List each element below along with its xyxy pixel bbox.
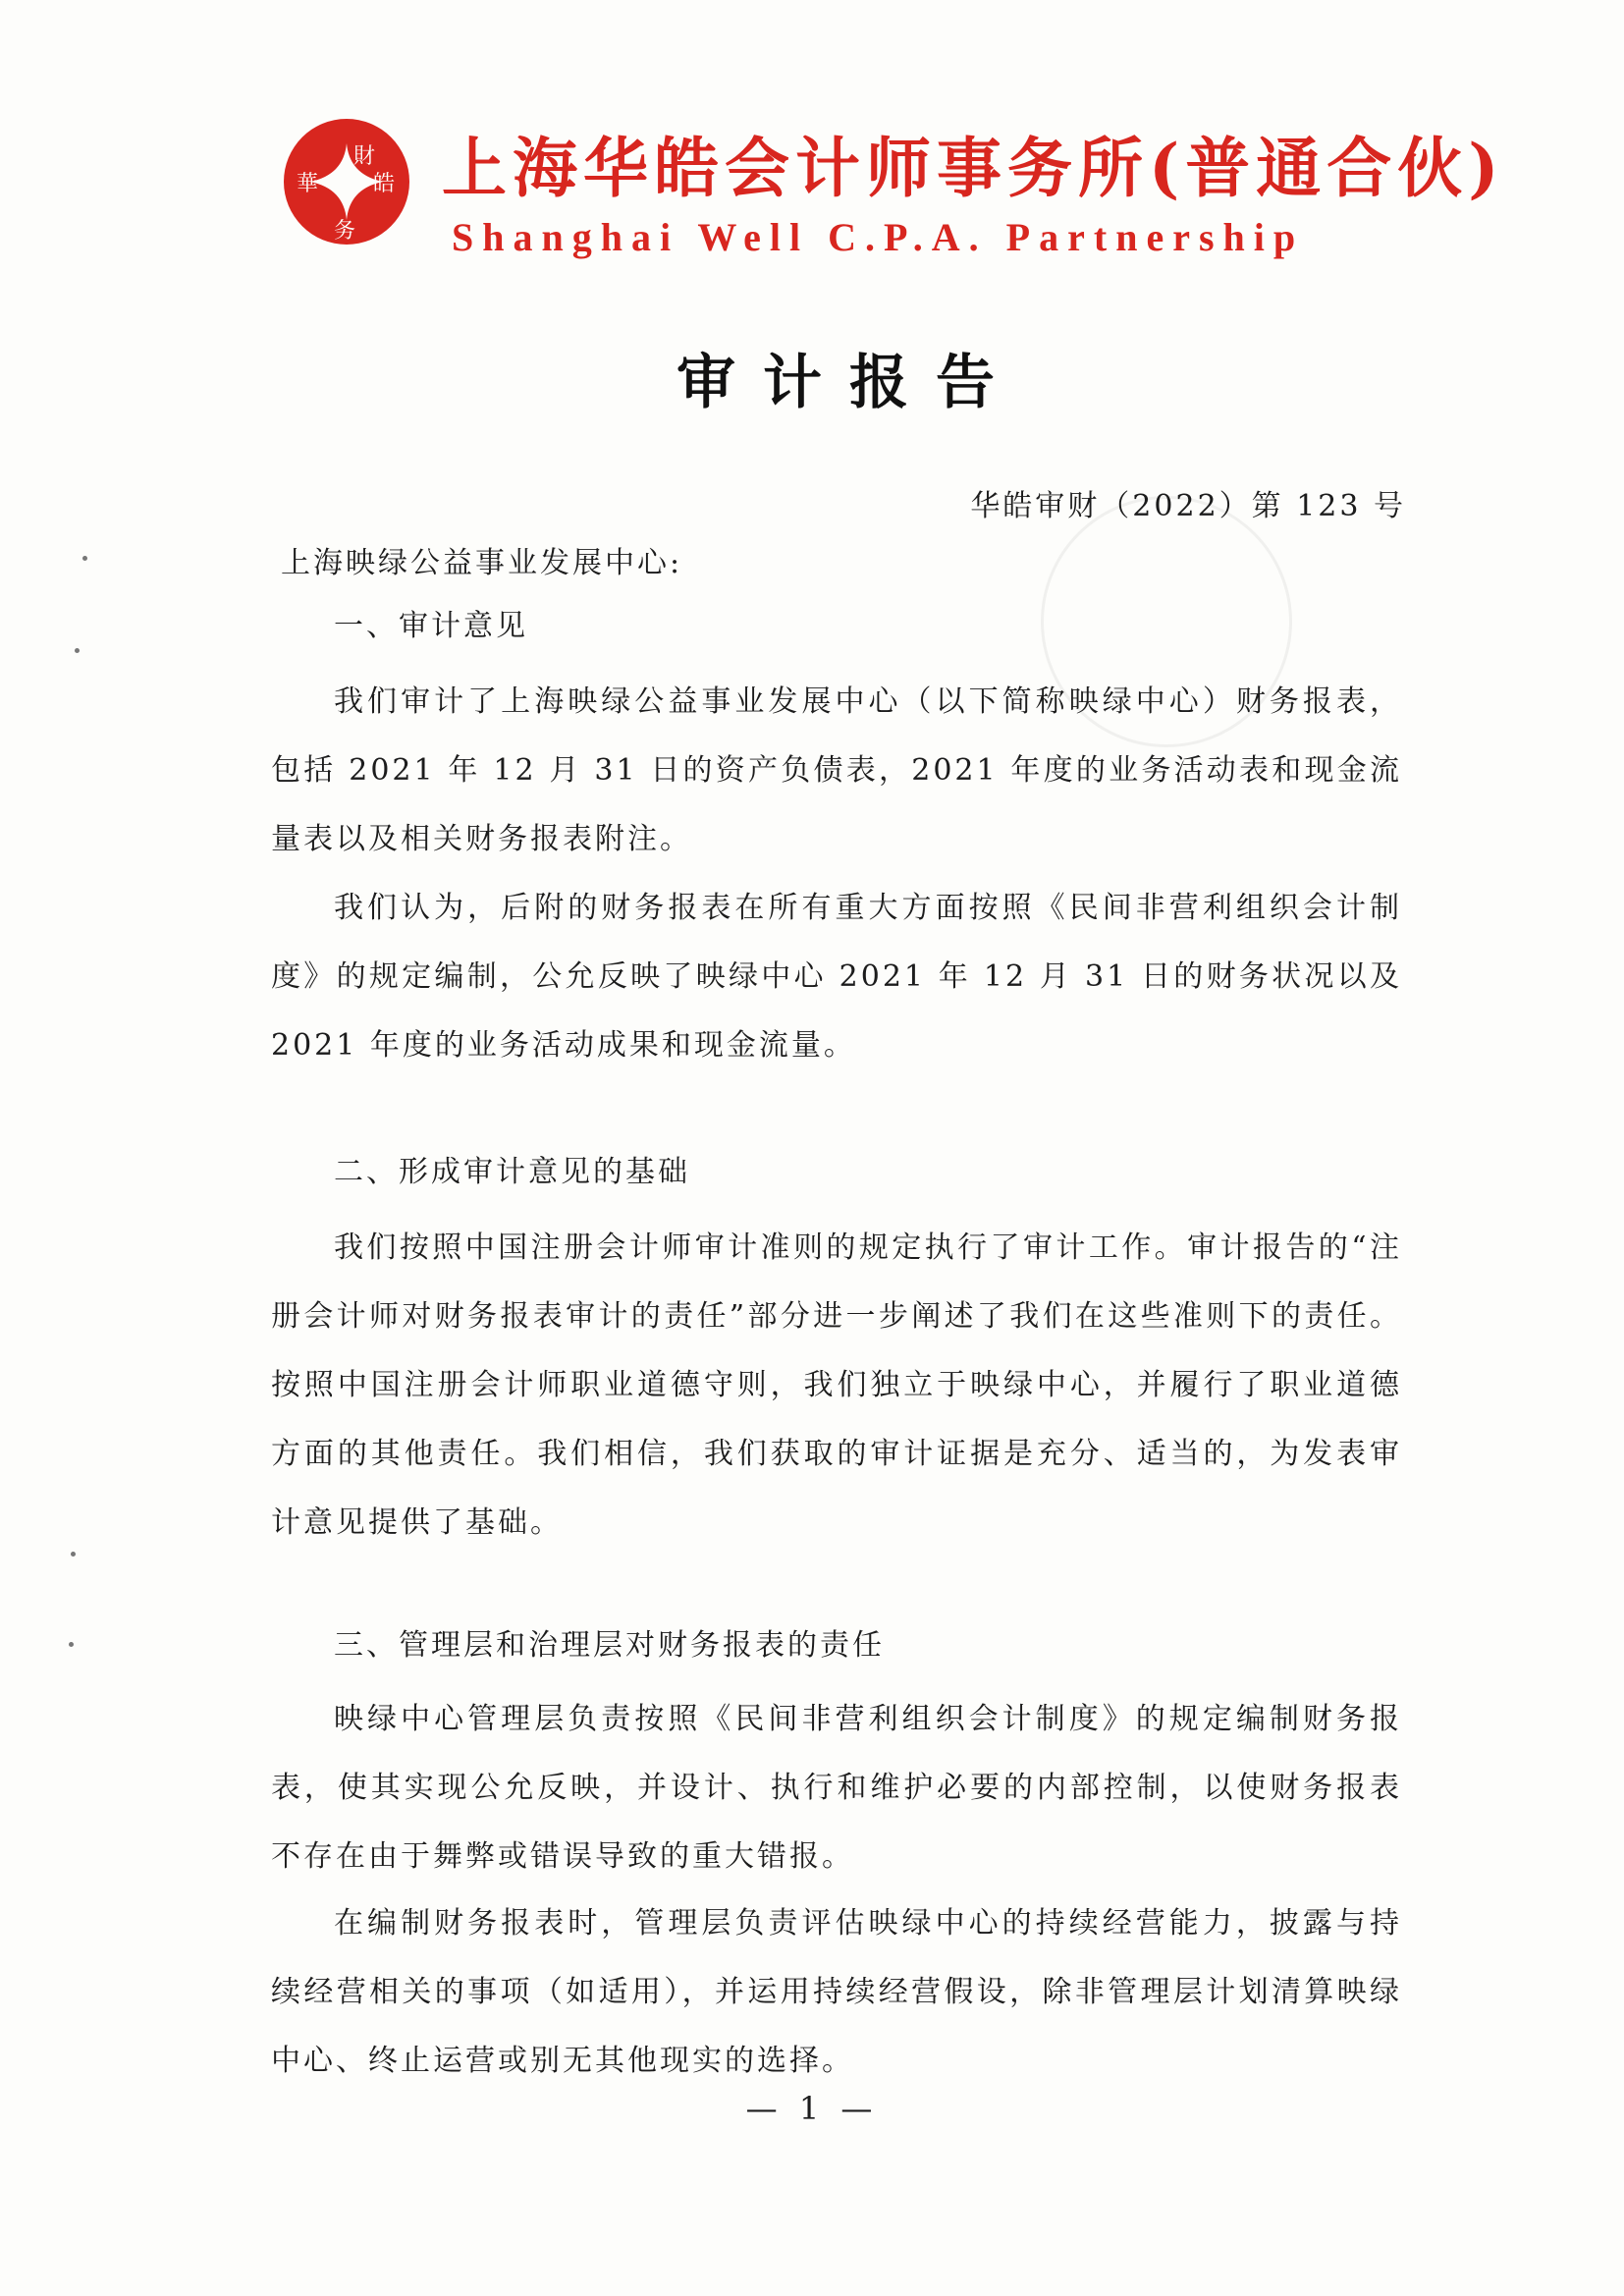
scan-artifact-dot [69, 1642, 74, 1647]
paragraph-opinion: 我们认为，后附的财务报表在所有重大方面按照《民间非营利组织会计制度》的规定编制，公允反映了映绿中心 2021 年 12 月 31 日的财务状况以及 2021 年度的业务活动成果和现金流量。 [271, 891, 1402, 1063]
seal-char-left: 華 [297, 172, 319, 196]
section-heading-basis: 二、形成审计意见的基础 [334, 1155, 690, 1189]
firm-seal-logo [281, 116, 412, 247]
paragraph-management-responsibility: 映绿中心管理层负责按照《民间非营利组织会计制度》的规定编制财务报表，使其实现公允反映，并设计、执行和维护必要的内部控制，以使财务报表不存在由于舞弊或错误导致的重大错报。 [271, 1702, 1402, 1874]
seal-char-right: 皓 [373, 172, 396, 196]
seal-char-top: 財 [353, 144, 376, 169]
document-title: 审计报告 [677, 349, 1022, 417]
reference-number: 华皓审财（2022）第 123 号 [970, 489, 1406, 523]
paragraph-audit-scope: 我们审计了上海映绿公益事业发展中心（以下简称映绿中心）财务报表，包括 2021 年 12 月 31 日的资产负债表，2021 年度的业务活动表和现金流量表以及相关财务报表附注。 [271, 684, 1402, 856]
section-heading-management-responsibility: 三、管理层和治理层对财务报表的责任 [334, 1628, 885, 1663]
scan-artifact-dot [71, 1552, 76, 1557]
recipient-line: 上海映绿公益事业发展中心: [281, 546, 683, 580]
page-number: — 1 — [745, 2090, 879, 2127]
paragraph-going-concern: 在编制财务报表时，管理层负责评估映绿中心的持续经营能力，披露与持续经营相关的事项（如适用），并运用持续经营假设，除非管理层计划清算映绿中心、终止运营或别无其他现实的选择。 [271, 1906, 1402, 2078]
scan-artifact-dot [75, 648, 80, 653]
paragraph-basis: 我们按照中国注册会计师审计准则的规定执行了审计工作。审计报告的“注册会计师对财务报表审计的责任”部分进一步阐述了我们在这些准则下的责任。按照中国注册会计师职业道德守则，我们独立于映绿中心，并履行了职业道德方面的其他责任。我们相信，我们获取的审计证据是充分、适当的，为发表审计意见提供了基础。 [271, 1230, 1402, 1540]
scan-artifact-dot [82, 556, 87, 561]
seal-char-bottom: 务 [334, 219, 356, 244]
firm-name-chinese: 上海华皓会计师事务所(普通合伙) [442, 130, 1505, 206]
section-heading-audit-opinion: 一、审计意见 [334, 609, 528, 643]
seal-icon [281, 116, 412, 247]
firm-name-english: Shanghai Well C.P.A. Partnership [452, 215, 1305, 259]
